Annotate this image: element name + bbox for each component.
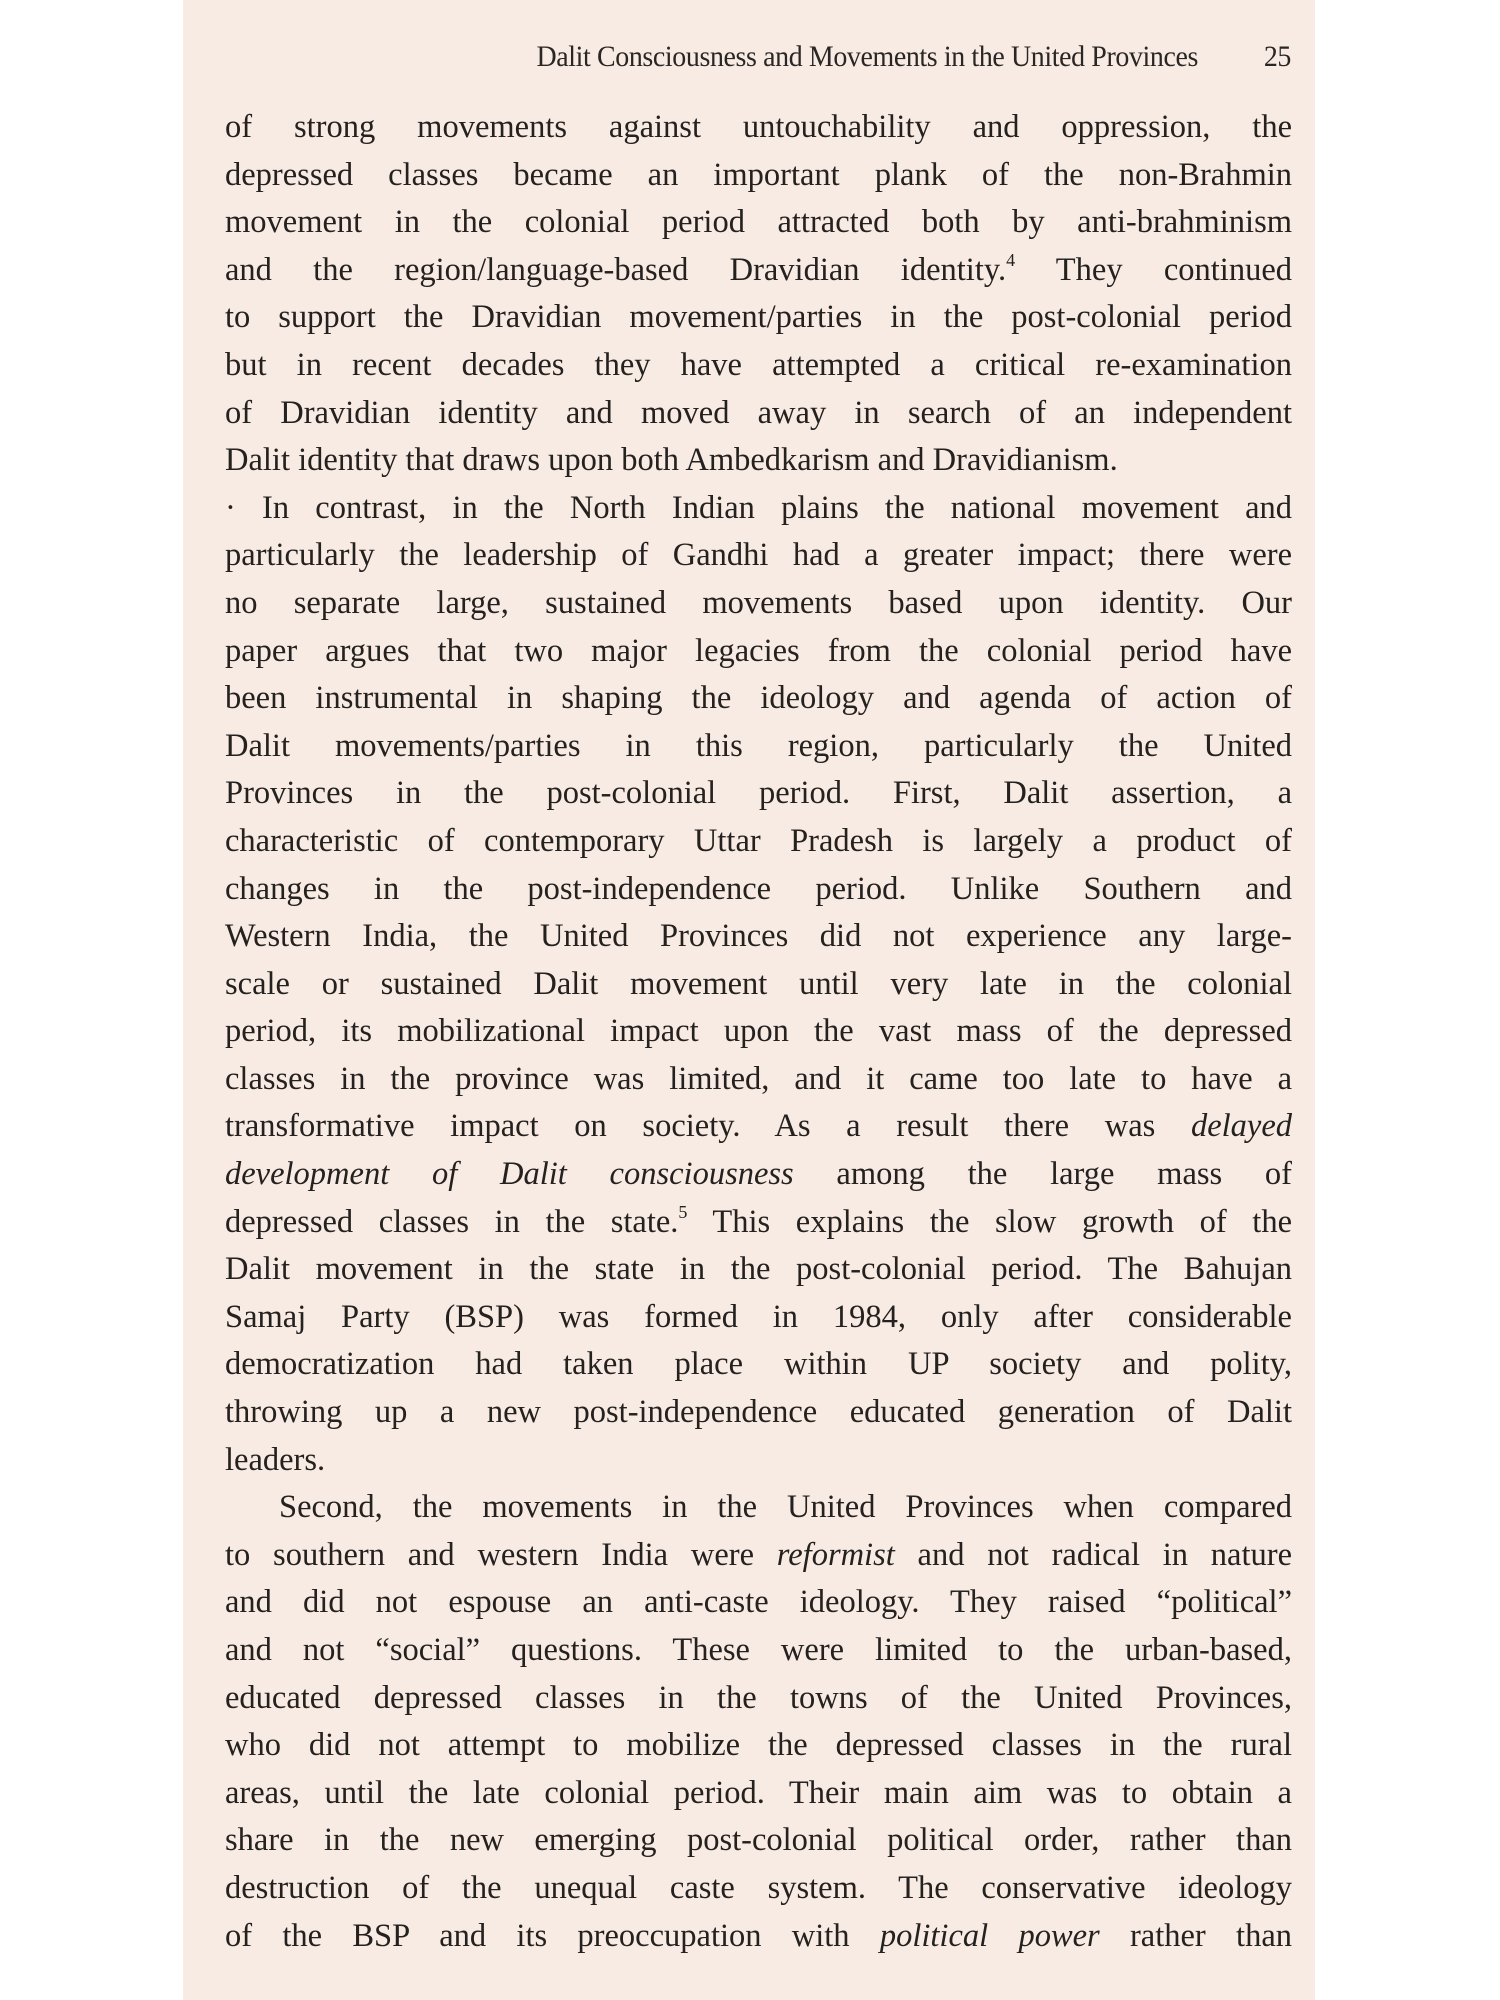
- text-run: characteristic of contemporary Uttar Pradesh is largely a product of: [225, 822, 1292, 859]
- text-run: depressed classes became an important plank of the non-Brahmin: [225, 156, 1292, 193]
- footnote-marker: 5: [678, 1201, 688, 1222]
- text-line: [225, 342, 1292, 390]
- text-line: [225, 723, 1292, 771]
- text-line: [225, 199, 1292, 247]
- text-run: movement in the colonial period attracted both by anti-brahminism: [225, 204, 1292, 241]
- text-run: depressed classes in the state.: [225, 1203, 679, 1240]
- book-page: [183, 0, 1315, 2000]
- text-run: among the large mass of: [793, 1156, 1292, 1193]
- text-run: to support the Dravidian movement/parties in the post-colonial period: [225, 299, 1292, 336]
- text-line: [225, 437, 1292, 485]
- text-line: [225, 247, 1292, 295]
- text-run: Provinces in the post-colonial period. First, Dalit assertion, a: [225, 775, 1292, 812]
- text-run: and not radical in nature: [894, 1536, 1293, 1573]
- text-run: paper argues that two major legacies from the colonial period have: [225, 632, 1292, 669]
- text-run: and the region/language-based Dravidian identity.: [225, 251, 1007, 288]
- text-line: [225, 1770, 1292, 1818]
- text-run: democratization had taken place within UP society and polity,: [225, 1346, 1292, 1383]
- text-run: throwing up a new post-independence educated generation of Dalit: [225, 1394, 1292, 1431]
- text-run: educated depressed classes in the towns of the United Provinces,: [225, 1679, 1292, 1716]
- text-line: [225, 913, 1292, 961]
- text-line: [225, 1294, 1292, 1342]
- italic-emphasis: political power: [879, 1917, 1100, 1954]
- italic-emphasis: development of Dalit consciousness: [225, 1156, 794, 1193]
- text-run: been instrumental in shaping the ideology and agenda of action of: [225, 680, 1292, 717]
- text-line: [225, 294, 1292, 342]
- text-line: [225, 1008, 1292, 1056]
- footnote-marker: 4: [1006, 249, 1016, 270]
- text-line: [225, 818, 1292, 866]
- text-run: leaders.: [225, 1441, 326, 1478]
- paragraph: [225, 1484, 1292, 1960]
- running-head: [261, 40, 1291, 80]
- text-line: [225, 104, 1292, 152]
- running-head-title: Dalit Consciousness and Movements in the United Provinces: [536, 40, 1198, 73]
- text-run: areas, until the late colonial period. Their main aim was to obtain a: [225, 1774, 1292, 1811]
- text-run: of strong movements against untouchability and oppression, the: [225, 109, 1292, 145]
- text-line: [225, 1246, 1292, 1294]
- text-run: Dalit movement in the state in the post-colonial period. The Bahujan: [225, 1251, 1292, 1288]
- text-line: [225, 1484, 1292, 1532]
- text-line: [225, 532, 1292, 580]
- text-run: to southern and western India were: [225, 1536, 777, 1573]
- text-line: [225, 1056, 1292, 1104]
- text-run: · In contrast, in the North Indian plains the national movement and: [225, 489, 1292, 526]
- text-run: share in the new emerging post-colonial political order, rather than: [225, 1822, 1292, 1859]
- text-line: [225, 1103, 1292, 1151]
- body-text: [225, 104, 1292, 1960]
- text-line: [225, 485, 1292, 533]
- text-line: [225, 1199, 1292, 1247]
- page-number: 25: [1263, 40, 1291, 73]
- text-line: [225, 1865, 1292, 1913]
- text-run: and not “social” questions. These were limited to the urban-based,: [225, 1632, 1292, 1668]
- text-line: [225, 1722, 1292, 1770]
- text-line: [225, 1913, 1292, 1961]
- text-line: [225, 1341, 1292, 1389]
- text-line: [225, 1151, 1292, 1199]
- text-run: rather than: [1099, 1917, 1292, 1954]
- paragraph: [225, 485, 1292, 1484]
- text-line: [225, 1817, 1292, 1865]
- text-line: [225, 580, 1292, 628]
- text-run: Samaj Party (BSP) was formed in 1984, only after considerable: [225, 1298, 1292, 1335]
- text-run: of Dravidian identity and moved away in search of an independent: [225, 394, 1292, 431]
- text-line: [225, 866, 1292, 914]
- text-run: changes in the post-independence period. Unlike Southern and: [225, 870, 1292, 907]
- text-run: particularly the leadership of Gandhi had a greater impact; there were: [225, 537, 1292, 574]
- text-run: classes in the province was limited, and it came too late to have a: [225, 1060, 1292, 1097]
- text-run: and did not espouse an anti-caste ideology. They raised “political”: [225, 1584, 1292, 1621]
- text-run: This explains the slow growth of the: [687, 1203, 1292, 1240]
- text-line: [225, 1389, 1292, 1437]
- text-line: [225, 1532, 1292, 1580]
- text-line: [225, 1675, 1292, 1723]
- text-line: [225, 628, 1292, 676]
- paragraph: [225, 104, 1292, 485]
- text-run: scale or sustained Dalit movement until very late in the colonial: [225, 965, 1292, 1002]
- text-run: of the BSP and its preoccupation with: [225, 1917, 880, 1954]
- text-run: who did not attempt to mobilize the depressed classes in the rural: [225, 1727, 1292, 1764]
- italic-emphasis: reformist: [776, 1536, 895, 1573]
- text-line: [225, 390, 1292, 438]
- text-run: transformative impact on society. As a result there was: [225, 1108, 1191, 1145]
- text-run: Dalit identity that draws upon both Ambedkarism and Dravidianism.: [225, 442, 1118, 479]
- text-line: [225, 961, 1292, 1009]
- text-line: [225, 770, 1292, 818]
- text-line: [225, 152, 1292, 200]
- text-run: no separate large, sustained movements based upon identity. Our: [225, 584, 1292, 621]
- text-line: [225, 1579, 1292, 1627]
- text-line: [225, 1437, 1292, 1485]
- text-run: period, its mobilizational impact upon the vast mass of the depressed: [225, 1013, 1292, 1050]
- text-run: They continued: [1015, 251, 1292, 288]
- text-run: destruction of the unequal caste system. The conservative ideology: [225, 1869, 1292, 1906]
- text-line: [225, 1627, 1292, 1675]
- text-run: Western India, the United Provinces did not experience any large-: [225, 918, 1292, 955]
- text-line: [225, 675, 1292, 723]
- italic-emphasis: delayed: [1190, 1108, 1292, 1145]
- text-run: Second, the movements in the United Provinces when compared: [279, 1489, 1292, 1526]
- text-run: Dalit movements/parties in this region, particularly the United: [225, 727, 1292, 764]
- text-run: but in recent decades they have attempted a critical re-examination: [225, 346, 1292, 383]
